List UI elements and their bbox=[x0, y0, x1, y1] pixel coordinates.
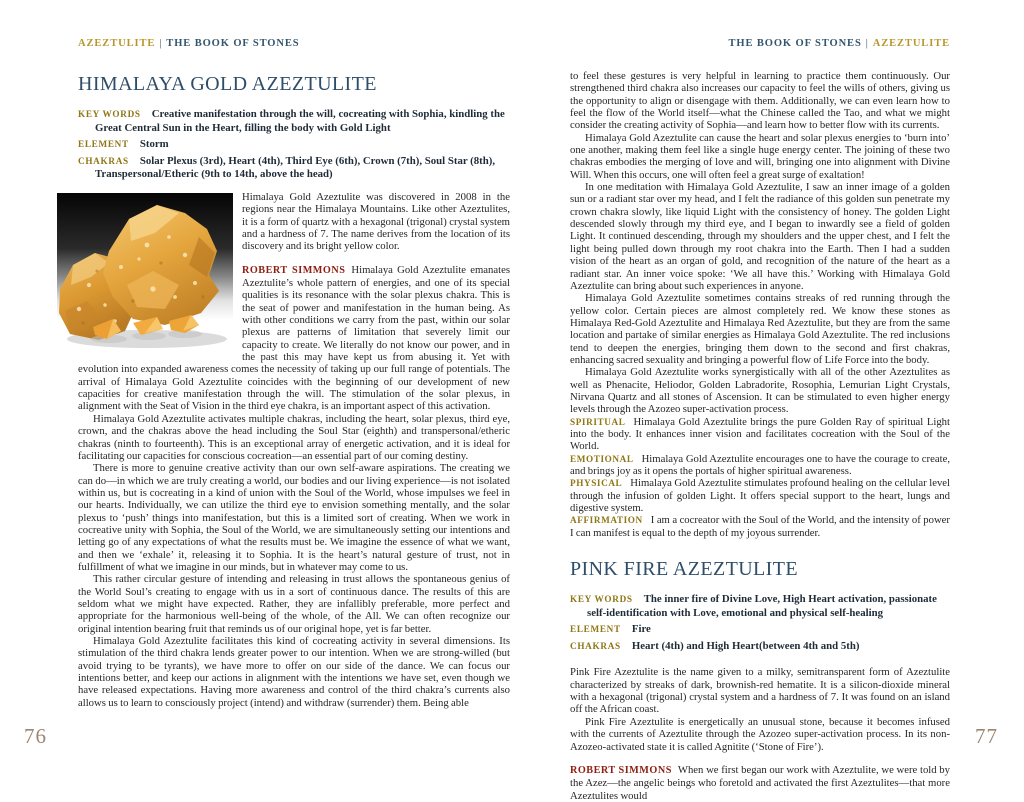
aspect-label: SPIRITUAL bbox=[570, 416, 626, 427]
property-value: Storm bbox=[139, 138, 169, 151]
running-head-book-title: THE BOOK OF STONES bbox=[166, 38, 300, 49]
body-paragraph: Himalaya Gold Azeztulite facilitates this kind of cocreating activity in several dimensions. Its stimulation of the third chakra lends greater power to our intention. When we are strong-willed (but avoid trying to be tyrants), we have more to offer on our side of the dance. We can focus our intentions better, and keep our actions in alignment with the intentions we have set, even though we have released expectations. Having more awareness and control of the third chakra’s currents also allows us to learn to consciously project (intend) and withdraw (surrender) them. Being able bbox=[78, 635, 510, 709]
property-value: Creative manifestation through the will, cocreating with Sophia, kindling the Great Central Sun in the Heart, filling the body with Gold Light bbox=[95, 108, 505, 134]
property-chakras bbox=[570, 640, 950, 654]
property-label: CHAKRAS bbox=[78, 155, 129, 166]
body-paragraph: In one meditation with Himalaya Gold Azeztulite, I saw an inner image of a golden sun or a radiant star over my head, and I felt the radiance of this golden sun penetrate my crown chakra slowly, like liquid Light with the consistency of honey. The golden Light descended slowly through my third eye, and I began to inwardly see a field of golden Light. It continued descending, through my shoulders and the upper chest, and I felt the light being pulled down through my root chakra into the Earth. Then I had a sudden vision of the heart as an organ of gold, and recognition of the nature of the heart as a radiant star. An inner voice spoke: ‘We all have this.’ Working with Himalaya Gold Azeztulite can bring about such experiences in anyone. bbox=[570, 181, 950, 292]
running-head-stone-name: AZEZTULITE bbox=[872, 38, 950, 49]
right-page bbox=[570, 38, 950, 802]
intro-paragraph: Himalaya Gold Azeztulite was discovered in 2008 in the regions near the Himalaya Mountains. Like other Azeztulites, it is a form of quartz with a hexagonal (trigonal) crystal system and a hardness of 7. The name derives from the location of its discovery and its bright yellow color. bbox=[242, 190, 510, 253]
body-paragraph: to feel these gestures is very helpful in learning to practice them continuously. Our strengthened third chakra also increases our capacity to feel the wills of others, giving us the opportunity to align or disengage with them. Additionally, we can even learn how to feel the flow of the World itself—what the Chinese called the Tao, and what we might consider the creating activity of Sophia—and learn how to better flow with its currents. bbox=[570, 70, 950, 132]
aspect-text: Himalaya Gold Azeztulite brings the pure Golden Ray of spiritual Light into the body. It enhances inner vision and facilitates cocreation with the Soul of the World. bbox=[570, 415, 950, 453]
property-value: Fire bbox=[631, 623, 651, 636]
property-label: ELEMENT bbox=[78, 139, 129, 150]
robert-simmons-text: Himalaya Gold Azeztulite emanates Azeztulite’s whole pattern of energies, and one of its special qualities is its resonance with the solar plexus chakra. This is the seat of power and manifestation in the human being. As with other conditions we carry from the past, within our solar plexus are patterns of limitation that severely limit our capacity to create. We literally do not know our power, and in the past this may have kept us from abusing it. Yet with evolution into expanded awareness comes the necessity of taking up our full range of potentials. The arrival of Himalaya Gold Azeztulite coincides with the beginning of our development of new capacities for creative manifestation through the will. The stimulation of the solar plexus, in alignment with the Seat of Vision in the third eye chakra, is an important aspect of this activation. bbox=[78, 263, 510, 413]
body-paragraph: Pink Fire Azeztulite is energetically an unusual stone, because it becomes infused with the currents of Azeztulite through the Azozeo super-activation process. In its non-Azozeo-activated state it is called Agnitite (‘Stone of Fire’). bbox=[570, 715, 950, 753]
aspect-label: PHYSICAL bbox=[570, 478, 623, 489]
right-running-head bbox=[570, 38, 950, 49]
page-number-left: 76 bbox=[24, 724, 47, 748]
aspect-emotional bbox=[570, 453, 950, 478]
right-body-text bbox=[570, 70, 950, 539]
running-head-book-title: THE BOOK OF STONES bbox=[728, 38, 862, 49]
property-label: CHAKRAS bbox=[570, 640, 621, 651]
body-paragraph: Himalaya Gold Azeztulite works synergistically with all of the other Azeztulites as well as Phenacite, Heliodor, Golden Labradorite, Rosophia, Lemurian Light Crystals, Nirvana Quartz and all stones of Ascension. It can be stimulated to even higher energy levels through the Azozeo super-activation process. bbox=[570, 366, 950, 416]
property-label: ELEMENT bbox=[570, 624, 621, 635]
property-value: The inner fire of Divine Love, High Heart activation, passionate self-identification with Love, emotional and physical self-healing bbox=[587, 593, 937, 619]
property-value: Heart (4th) and High Heart(between 4th and 5th) bbox=[631, 639, 860, 652]
aspect-label: EMOTIONAL bbox=[570, 453, 634, 464]
stone-title-pink-fire: PINK FIRE AZEZTULITE bbox=[570, 558, 798, 581]
aspect-affirmation bbox=[570, 514, 950, 539]
robert-simmons-label: ROBERT SIMMONS bbox=[570, 764, 672, 776]
running-head-separator: | bbox=[865, 38, 869, 49]
stone-title-himalaya-gold: HIMALAYA GOLD AZEZTULITE bbox=[78, 73, 377, 95]
body-paragraph: This rather circular gesture of intending and releasing in trust allows the spontaneous genius of the World Soul’s creating to engage with us in a sort of continuous dance. The results of this are seldom what we might have expected. Rather, they are infallibly preferable, more perfect and appropriate for the harmonious well-being of the whole, of the All. We can often recognize our original intention bearing fruit that reminds us of our original hope, yet is far better. bbox=[78, 573, 510, 635]
body-paragraph: Himalaya Gold Azeztulite sometimes contains streaks of red running through the yellow color. Certain pieces are almost completely red. We know these stones as Himalaya Red-Gold Azeztulite and Himalaya Red Azeztulite, but they are from the same location and partake of similar energies as Himalaya Gold Azeztulite. The red inclusions tend to deepen the energies, bringing them down to the second and first chakras, enhancing sacred sexuality and bringing a powerful flow of Life Force into the body. bbox=[570, 292, 950, 366]
stone-properties bbox=[570, 593, 950, 653]
property-element bbox=[78, 138, 510, 152]
robert-simmons-paragraph bbox=[570, 764, 950, 802]
stone-photo bbox=[57, 193, 233, 356]
running-head-separator: | bbox=[159, 38, 163, 49]
robert-simmons-label: ROBERT SIMMONS bbox=[242, 264, 346, 276]
left-body-text bbox=[78, 191, 510, 709]
left-running-head bbox=[78, 38, 510, 49]
left-page bbox=[78, 38, 510, 709]
property-element bbox=[570, 623, 950, 637]
property-key-words bbox=[78, 108, 510, 135]
property-chakras bbox=[78, 155, 510, 182]
body-paragraph: Pink Fire Azeztulite is the name given to a milky, semitransparent form of Azeztulite characterized by streaks of dark, brownish-red hematite. It is a silicon-dioxide mineral with a hexagonal (trigonal) crystal system and a hardness of 7. It was found on an island off the African coast. bbox=[570, 666, 950, 716]
property-value: Solar Plexus (3rd), Heart (4th), Third Eye (6th), Crown (7th), Soul Star (8th), Transpersonal/Etheric (9th to 14th, above the head) bbox=[95, 154, 496, 181]
running-head-stone-name: AZEZTULITE bbox=[78, 38, 156, 49]
property-label: KEY WORDS bbox=[570, 594, 633, 605]
robert-simmons-text: When we first began our work with Azeztulite, we were told by the Azez—the angelic beings who foretold and activated the first Azeztulites—that more Azeztulites would bbox=[570, 763, 950, 802]
page-number-right: 77 bbox=[975, 724, 998, 748]
body-paragraph: Himalaya Gold Azeztulite activates multiple chakras, including the heart, solar plexus, third eye, crown, and the chakras above the head including the Soul Star (eighth) and transpersonal/etheric chakras (ninth to fourteenth). This is an exceptional array of energetic activation, and it is ideal for facilitating our capacities for conscious cocreation—an essential part of our coming destiny. bbox=[78, 412, 510, 462]
pink-fire-body-text bbox=[570, 666, 950, 801]
body-paragraph: There is more to genuine creative activity than our own self-aware aspirations. The creating we can do—in which we are truly creating a world, our bodies and our living experience—is not isolated within us, but is cocreating in a kind of union with the Soul of the World, whose impulses we feel in our hearts. Individually, we can utilize the third eye to envision something mentally, and the solar plexus to ‘push’ things into manifestation, but this is a limited sort of creating. When we work in cocreative unity with Sophia, the Soul of the World, we are simultaneously setting our intentions and letting go of any expectations of what the results must be. We imagine the essence of what we want, and then we ‘exhale’ it, releasing it to Sophia. It is the heart’s natural gesture of trust, not in fulfillment of what we imagine in our minds, but in whatever may come to us. bbox=[78, 462, 510, 573]
property-key-words bbox=[570, 593, 950, 620]
property-label: KEY WORDS bbox=[78, 109, 141, 119]
stone-properties bbox=[78, 108, 510, 182]
aspect-label: AFFIRMATION bbox=[570, 515, 643, 526]
aspect-spiritual bbox=[570, 416, 950, 453]
aspect-text: Himalaya Gold Azeztulite encourages one to have the courage to create, and brings joy as it opens the portals of higher spiritual awareness. bbox=[570, 452, 950, 477]
aspect-text: Himalaya Gold Azeztulite stimulates profound healing on the cellular level through the infusion of golden Light. It offers special support to the heart, lungs and digestive system. bbox=[570, 477, 950, 515]
aspect-physical bbox=[570, 477, 950, 514]
body-paragraph: Himalaya Gold Azeztulite can cause the heart and solar plexus energies to ‘burn into’ one another, making them feel like a single huge energy center. The joining of these two chakras embodies the merging of love and will, bringing one into alignment with Divine Will. When this occurs, one will often feel a great surge of exaltation! bbox=[570, 131, 950, 181]
aspect-text: I am a cocreator with the Soul of the World, and the intensity of power I can manifest is equal to the depth of my joyous surrender. bbox=[570, 514, 950, 539]
